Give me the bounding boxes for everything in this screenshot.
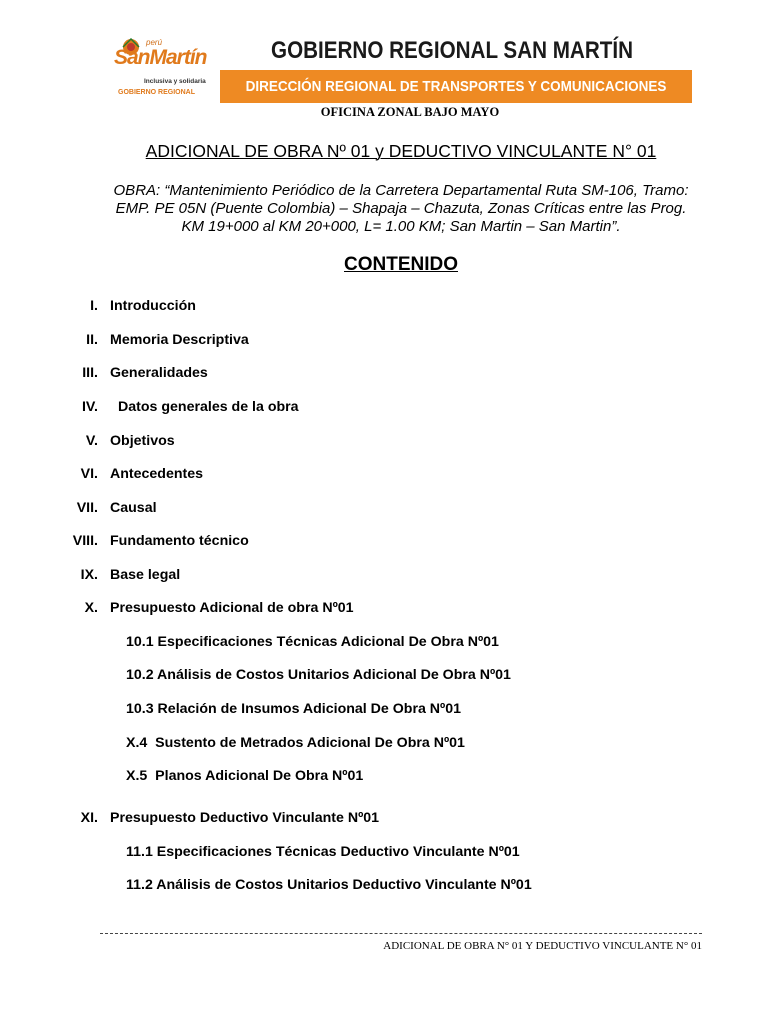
- toc-number: IX.: [80, 567, 98, 583]
- toc-label: Datos generales de la obra: [118, 399, 299, 415]
- toc-subitem: 10.3 Relación de Insumos Adicional De Obra Nº01: [126, 701, 462, 717]
- page-footer: ADICIONAL DE OBRA N° 01 Y DEDUCTIVO VINCULANTE N° 01: [383, 940, 702, 952]
- toc-number: II.: [86, 332, 98, 348]
- toc-subitem: X.5 Planos Adicional De Obra Nº01: [126, 768, 364, 784]
- toc-label: Base legal: [110, 567, 181, 583]
- toc-label: Presupuesto Deductivo Vinculante Nº01: [110, 810, 380, 826]
- toc-label: Antecedentes: [110, 466, 204, 482]
- toc-number: XI.: [80, 810, 98, 826]
- toc-number: VI.: [80, 466, 98, 482]
- document-title-text: ADICIONAL DE OBRA Nº 01 y DEDUCTIVO VINCULANTE N° 01: [145, 141, 657, 161]
- toc-number: IV.: [81, 399, 98, 415]
- toc-subitem: 11.2 Análisis de Costos Unitarios Deductivo Vinculante Nº01: [126, 877, 532, 893]
- header-title: GOBIERNO REGIONAL SAN MARTÍN: [271, 37, 633, 64]
- toc-label: Presupuesto Adicional de obra Nº01: [110, 600, 354, 616]
- toc-label: Memoria Descriptiva: [110, 332, 249, 348]
- toc-label: Fundamento técnico: [110, 533, 249, 549]
- toc-number: VII.: [76, 500, 98, 516]
- toc-subitem: 10.1 Especificaciones Técnicas Adicional De Obra Nº01: [126, 634, 499, 650]
- obra-line: EMP. PE 05N (Puente Colombia) – Shapaja – Chazuta, Zonas Críticas entre las Prog.: [115, 200, 687, 217]
- logo-brand-text: SanMartín: [114, 46, 207, 69]
- toc-label: Objetivos: [110, 433, 175, 449]
- toc-subitem: X.4 Sustento de Metrados Adicional De Obra Nº01: [126, 735, 465, 751]
- toc-number: X.: [84, 600, 98, 616]
- footer-divider: [100, 933, 702, 934]
- header-banner-text: DIRECCIÓN REGIONAL DE TRANSPORTES Y COMUNICACIONES: [245, 78, 667, 95]
- logo-tagline: Inclusiva y solidaria: [144, 78, 206, 85]
- toc-label: Introducción: [110, 298, 196, 314]
- toc-number: V.: [85, 433, 98, 449]
- toc-label: Generalidades: [110, 365, 208, 381]
- obra-line: KM 19+000 al KM 20+000, L= 1.00 KM; San Martin – San Martin”.: [181, 218, 621, 235]
- toc-number: III.: [82, 365, 98, 381]
- contents-heading: CONTENIDO: [344, 254, 458, 275]
- logo-gobierno-text: GOBIERNO REGIONAL: [118, 89, 196, 96]
- office-name: OFICINA ZONAL BAJO MAYO: [320, 105, 500, 119]
- toc-label: Causal: [110, 500, 157, 516]
- logo-peru-text: perú: [146, 38, 163, 47]
- toc-number: I.: [90, 298, 98, 314]
- toc-subitem: 11.1 Especificaciones Técnicas Deductivo Vinculante Nº01: [126, 844, 520, 860]
- toc-subitem: 10.2 Análisis de Costos Unitarios Adicional De Obra Nº01: [126, 667, 511, 683]
- toc-number: VIII.: [72, 533, 98, 549]
- obra-line: OBRA: “Mantenimiento Periódico de la Carretera Departamental Ruta SM-106, Tramo:: [113, 182, 689, 199]
